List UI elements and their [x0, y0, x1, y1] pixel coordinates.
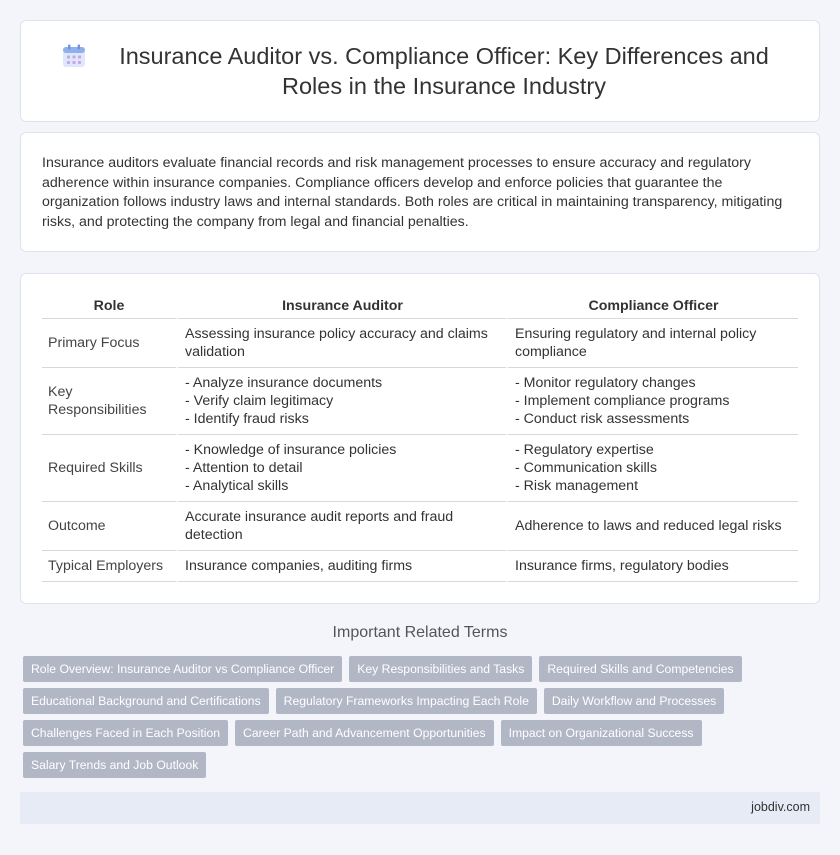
cell-line: - Risk management [515, 478, 639, 494]
cell-line: - Attention to detail [185, 460, 303, 476]
cell-line: - Verify claim legitimacy [185, 393, 334, 409]
related-terms-list [23, 656, 783, 778]
officer-cell: Insurance firms, regulatory bodies [506, 551, 798, 582]
officer-cell [506, 368, 798, 435]
cell-line: - Identify fraud risks [185, 411, 309, 427]
cell-line: - Monitor regulatory changes [515, 375, 696, 391]
officer-cell: Adherence to laws and reduced legal risks [506, 502, 798, 551]
auditor-cell: Insurance companies, auditing firms [176, 551, 506, 582]
related-term-tag[interactable]: Daily Workflow and Processes [544, 688, 724, 714]
related-term-tag[interactable]: Salary Trends and Job Outlook [23, 752, 206, 778]
table-row [42, 502, 798, 551]
related-term-tag[interactable]: Challenges Faced in Each Position [23, 720, 228, 746]
comparison-table-card [20, 273, 820, 604]
related-term-tag[interactable]: Regulatory Frameworks Impacting Each Role [276, 688, 537, 714]
row-label: Outcome [42, 502, 176, 551]
cell-line: - Analytical skills [185, 478, 289, 494]
footer-bar [20, 792, 820, 824]
officer-cell [506, 435, 798, 502]
row-label: Required Skills [42, 435, 176, 502]
header-compliance-officer: Compliance Officer [506, 294, 798, 319]
cell-line: - Conduct risk assessments [515, 411, 690, 427]
cell-line: - Communication skills [515, 460, 657, 476]
cell-line: - Knowledge of insurance policies [185, 442, 397, 458]
table-row [42, 551, 798, 582]
row-label: Typical Employers [42, 551, 176, 582]
site-name[interactable]: jobdiv.com [751, 800, 810, 814]
cell-line: - Regulatory expertise [515, 442, 654, 458]
intro-paragraph: Insurance auditors evaluate financial records and risk management processes to ensure accuracy and regulatory adherence within insurance companies. Compliance officers develop and enforce policies that guarantee the organization follows industry laws and internal standards. Both roles are critical in maintaining transparency, mitigating risks, and protecting the company from legal and financial penalties. [42, 155, 783, 230]
related-terms-title: Important Related Terms [332, 624, 508, 641]
comparison-table [42, 294, 798, 582]
auditor-cell: Assessing insurance policy accuracy and claims validation [176, 319, 506, 368]
related-term-tag[interactable]: Role Overview: Insurance Auditor vs Compliance Officer [23, 656, 342, 682]
cell-line: - Analyze insurance documents [185, 375, 383, 391]
table-row [42, 435, 798, 502]
auditor-cell: Accurate insurance audit reports and fraud detection [176, 502, 506, 551]
header-role: Role [42, 294, 176, 319]
calendar-icon [61, 43, 87, 69]
related-term-tag[interactable]: Educational Background and Certifications [23, 688, 269, 714]
row-label: Primary Focus [42, 319, 176, 368]
related-term-tag[interactable]: Career Path and Advancement Opportunities [235, 720, 494, 746]
related-term-tag[interactable]: Required Skills and Competencies [539, 656, 741, 682]
auditor-cell [176, 435, 506, 502]
table-row [42, 319, 798, 368]
page-title: Insurance Auditor vs. Compliance Officer: Key Differences and Roles in the Insurance Industry [119, 43, 769, 99]
header-insurance-auditor: Insurance Auditor [176, 294, 506, 319]
auditor-cell [176, 368, 506, 435]
table-header-row [42, 294, 798, 319]
table-row [42, 368, 798, 435]
cell-line: - Implement compliance programs [515, 393, 730, 409]
related-term-tag[interactable]: Key Responsibilities and Tasks [349, 656, 532, 682]
header-card [20, 20, 820, 122]
intro-card [20, 132, 820, 252]
officer-cell: Ensuring regulatory and internal policy compliance [506, 319, 798, 368]
related-term-tag[interactable]: Impact on Organizational Success [501, 720, 702, 746]
row-label: Key Responsibilities [42, 368, 176, 435]
